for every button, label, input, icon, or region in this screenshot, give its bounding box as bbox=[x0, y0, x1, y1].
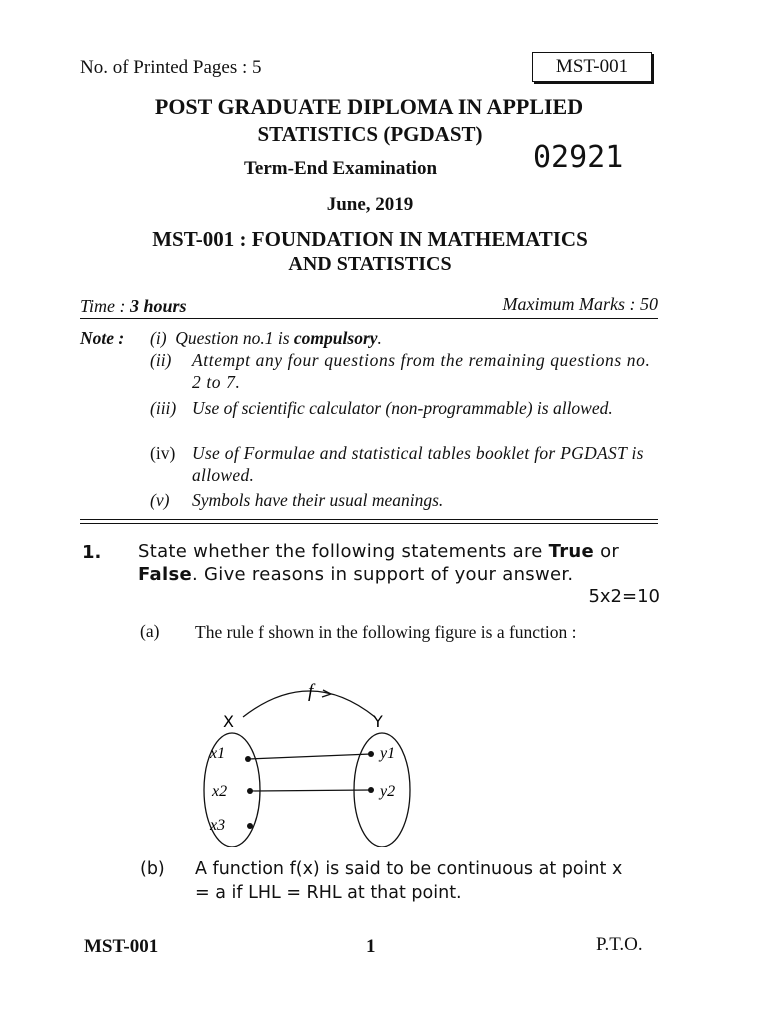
set-x-label: X bbox=[223, 712, 234, 731]
function-mapping-diagram bbox=[195, 675, 425, 847]
part-b-label: (b) bbox=[140, 859, 165, 879]
element-y1: y1 bbox=[380, 745, 396, 762]
programme-title-line1: POST GRADUATE DIPLOMA IN APPLIED bbox=[154, 94, 584, 119]
question-number: 1. bbox=[82, 542, 102, 563]
note-item-number: (iv) bbox=[150, 443, 176, 463]
note-item-text: Symbols have their usual meanings. bbox=[192, 490, 444, 510]
mapping-x1-y1 bbox=[248, 754, 371, 759]
note-item-number: (ii) bbox=[150, 350, 172, 370]
element-x2: x2 bbox=[212, 783, 228, 800]
part-b-text: A function f(x) is said to be continuous at point x = a if LHL = RHL at that point. bbox=[195, 859, 623, 903]
header-rule bbox=[80, 318, 658, 319]
paper-code-box: MST-001 bbox=[532, 52, 652, 82]
note-item-2 bbox=[150, 349, 660, 393]
question-text bbox=[138, 540, 660, 586]
point-x3 bbox=[247, 823, 253, 829]
function-label: f bbox=[308, 681, 314, 702]
note-item-text: Attempt any four questions from the remaining questions no. 2 to 7. bbox=[192, 350, 651, 392]
set-y-label: Y bbox=[373, 712, 383, 731]
true-keyword: True bbox=[548, 541, 595, 562]
exam-type: Term-End Examination bbox=[244, 158, 438, 179]
question-text-part1: State whether the following statements are bbox=[138, 541, 543, 562]
note-item-text: Question no.1 is bbox=[175, 328, 294, 348]
note-item-emphasis: compulsory bbox=[293, 328, 378, 348]
question-marks: 5x2=10 bbox=[588, 586, 660, 607]
note-item-4 bbox=[150, 442, 660, 486]
element-x1: x1 bbox=[210, 745, 226, 762]
exam-date: June, 2019 bbox=[326, 194, 414, 215]
mapping-x2-y2 bbox=[250, 790, 371, 791]
marks-value: 50 bbox=[640, 294, 658, 314]
footer-paper-code: MST-001 bbox=[84, 936, 159, 957]
note-item-number: (i) bbox=[150, 328, 167, 348]
marks-label: Maximum Marks : bbox=[502, 294, 640, 314]
arrow-head bbox=[322, 690, 331, 697]
note-item-5 bbox=[150, 489, 660, 511]
element-x3: x3 bbox=[210, 817, 226, 834]
time-label: Time : bbox=[80, 296, 131, 316]
or-keyword: or bbox=[594, 541, 620, 562]
time-allowed bbox=[80, 296, 187, 317]
programme-title-line2: STATISTICS (PGDAST) bbox=[257, 122, 483, 146]
note-rule-lower bbox=[80, 523, 658, 524]
serial-number: 02921 bbox=[533, 140, 624, 175]
subject-title-line2: AND STATISTICS bbox=[288, 253, 452, 275]
note-item-number: (v) bbox=[150, 490, 170, 510]
part-a-text: The rule f shown in the following figure is a function : bbox=[195, 622, 577, 642]
time-value: 3 hours bbox=[130, 296, 187, 316]
note-item-punct: . bbox=[377, 328, 382, 348]
note-item-1 bbox=[150, 327, 660, 349]
part-a-label: (a) bbox=[140, 621, 160, 641]
note-label: Note : bbox=[80, 328, 125, 348]
pto-label: P.T.O. bbox=[596, 934, 643, 955]
note-item-text: Use of scientific calculator (non-programmable) is allowed. bbox=[192, 398, 613, 418]
maximum-marks bbox=[503, 294, 658, 315]
note-rule-upper bbox=[80, 519, 658, 520]
question-text-part2: . Give reasons in support of your answer. bbox=[191, 564, 574, 585]
false-keyword: False bbox=[138, 564, 192, 585]
subject-title-line1: MST-001 : FOUNDATION IN MATHEMATICS bbox=[152, 227, 588, 251]
note-item-number: (iii) bbox=[150, 398, 177, 418]
note-item-text: Use of Formulae and statistical tables booklet for PGDAST is allowed. bbox=[192, 443, 644, 485]
element-y2: y2 bbox=[380, 783, 396, 800]
note-item-3 bbox=[150, 397, 660, 419]
page-number: 1 bbox=[366, 936, 376, 957]
printed-pages-count: No. of Printed Pages : 5 bbox=[80, 57, 262, 78]
